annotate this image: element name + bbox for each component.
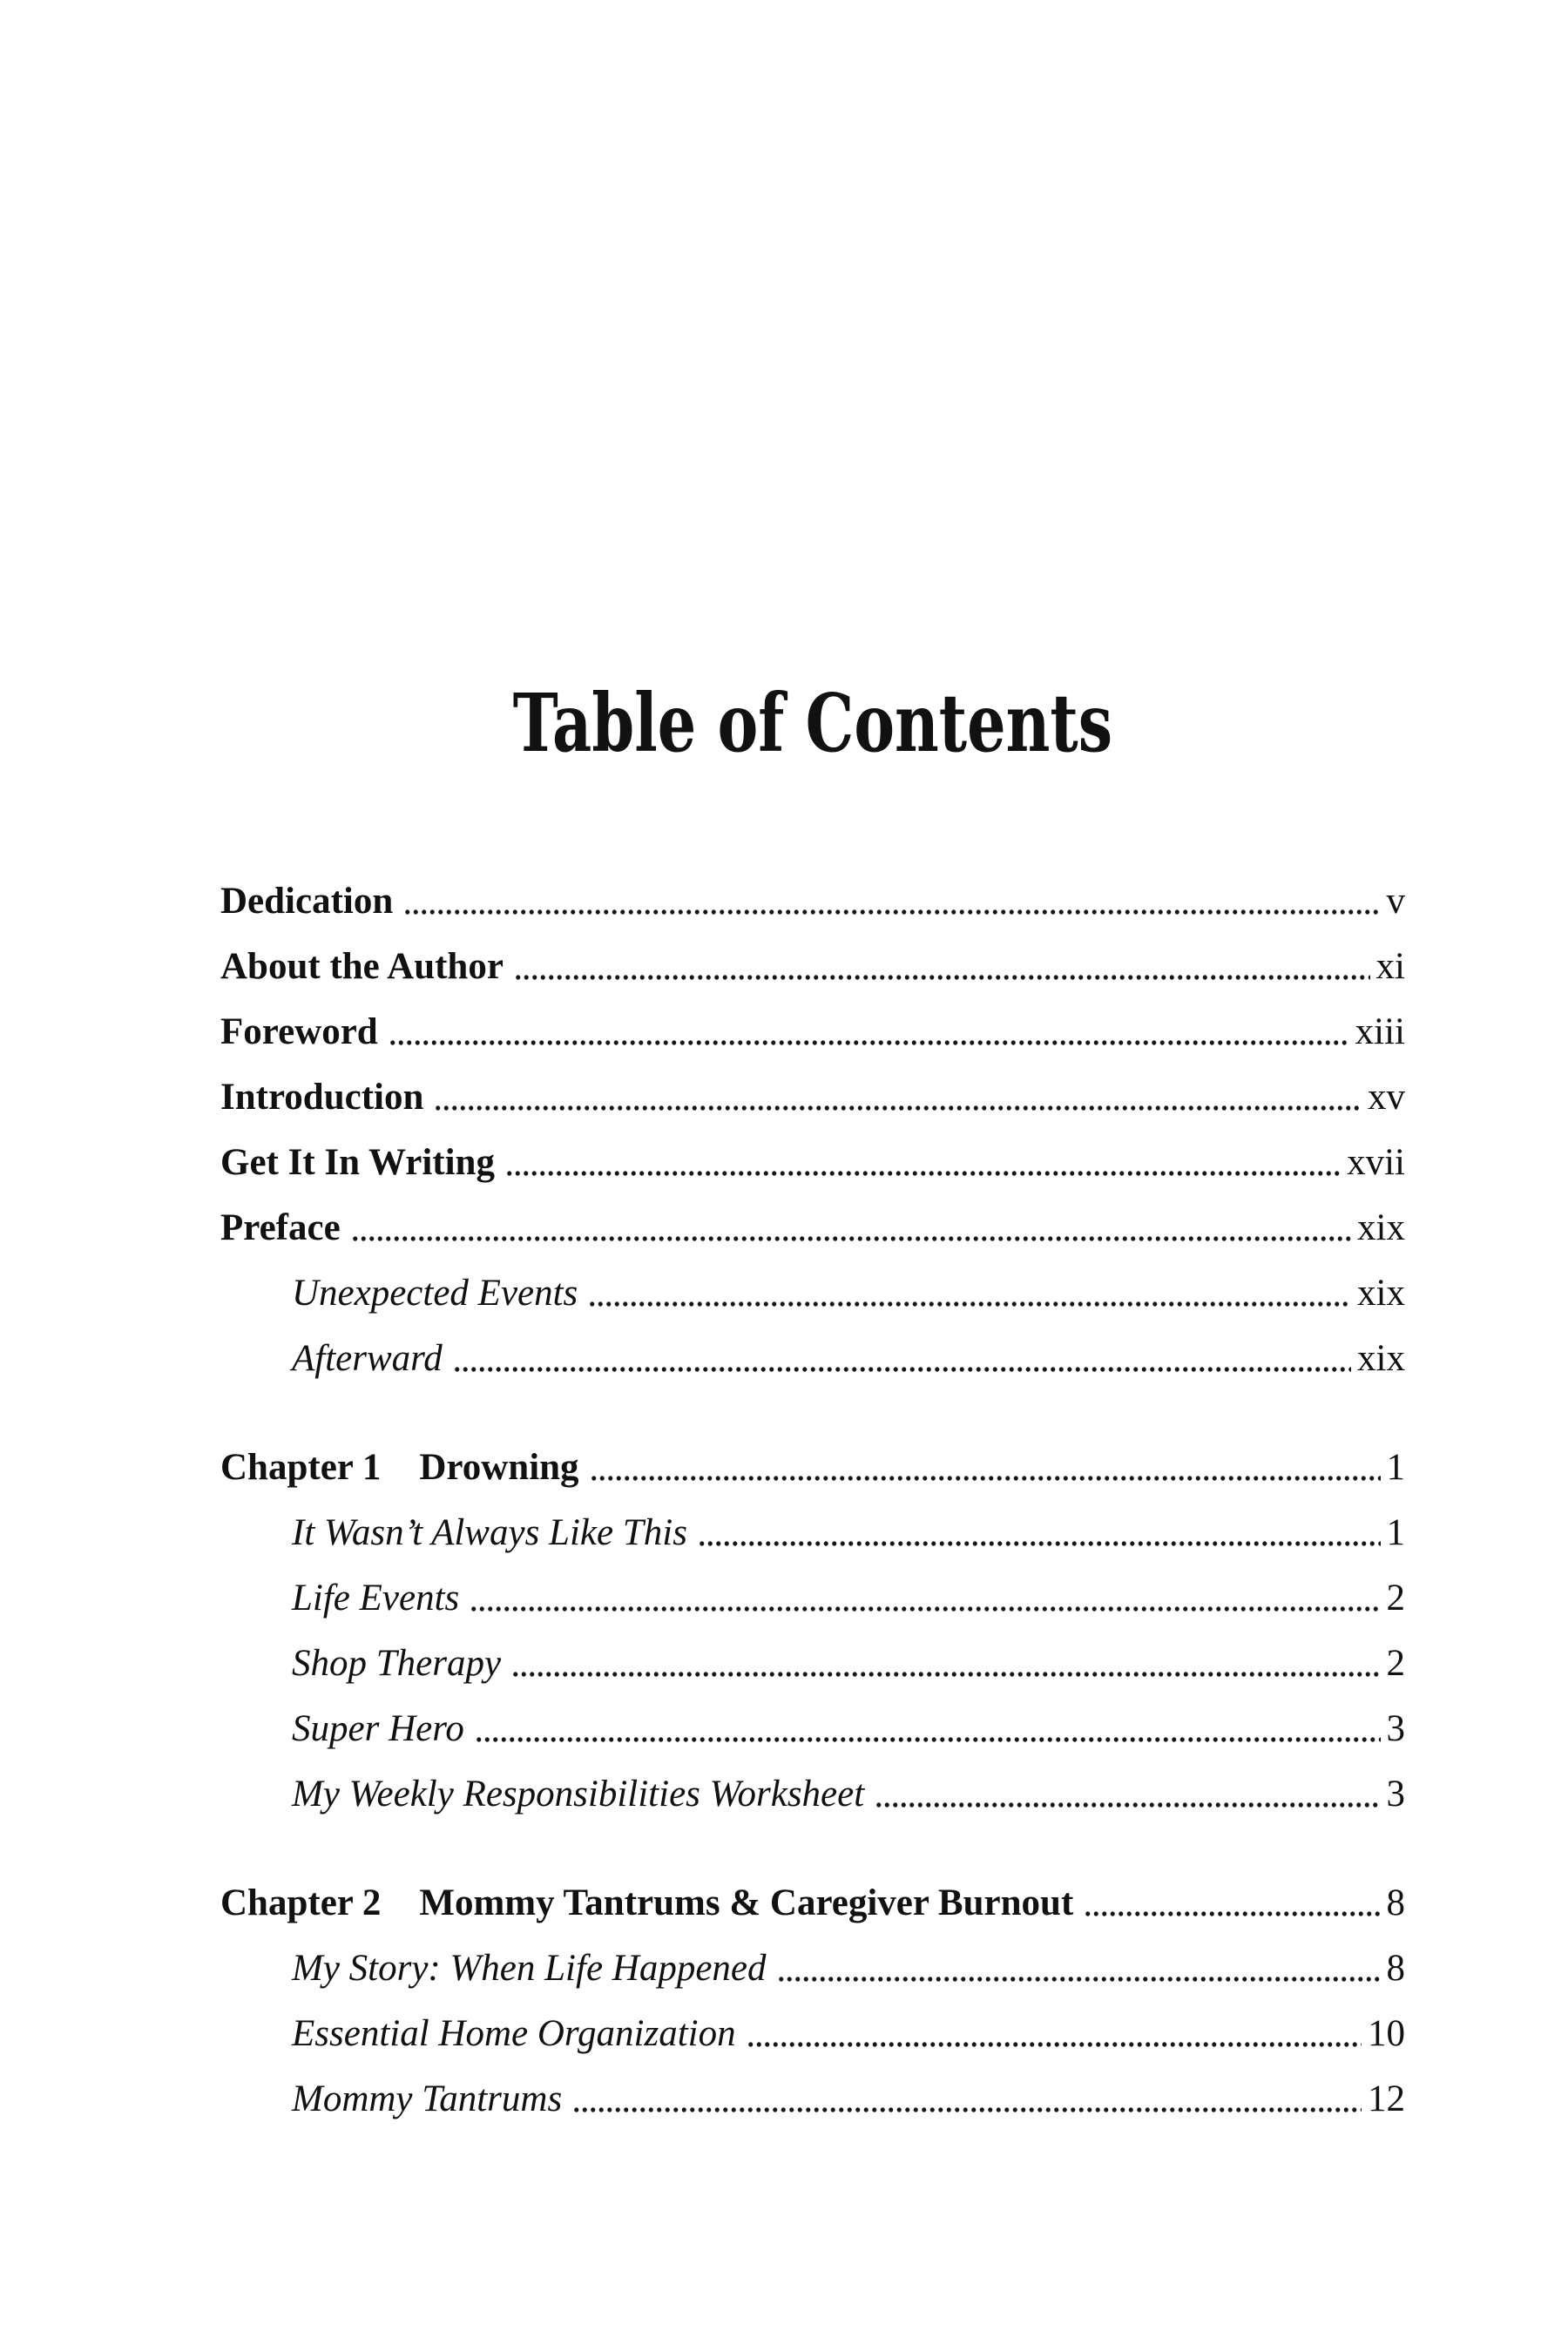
toc-entry-page: xvii (1347, 1141, 1405, 1183)
toc-entry-page: xix (1357, 1337, 1405, 1379)
toc-entry-label: Essential Home Organization (292, 2012, 736, 2054)
toc-entry-label: Foreword (220, 1010, 378, 1052)
toc-entry-page: 2 (1386, 1642, 1405, 1684)
toc-entry-label: My Story: When Life Happened (292, 1947, 767, 1989)
toc-entry (220, 868, 1405, 934)
toc-entry (220, 934, 1405, 999)
toc-entry (220, 999, 1405, 1064)
toc-entry-page: 3 (1386, 1773, 1405, 1815)
title-wrap (218, 0, 1408, 770)
chapter-number: Chapter 1 (220, 1446, 382, 1488)
toc-entry (220, 1064, 1405, 1130)
toc-entry-label: Life Events (292, 1577, 460, 1619)
toc-entry-page: 8 (1386, 1947, 1405, 1989)
toc-entry-label: Super Hero (292, 1707, 464, 1749)
toc-entry-page: xi (1375, 945, 1405, 987)
toc-section-chapter-2 (220, 1870, 1405, 2132)
toc-entry-label: Mommy Tantrums (292, 2078, 563, 2119)
toc-entry-label: Unexpected Events (292, 1272, 578, 1314)
toc-entry-page: 12 (1368, 2078, 1405, 2119)
toc-entry-label: Preface (220, 1206, 341, 1248)
toc-entry-label: Get It In Writing (220, 1141, 495, 1183)
toc-entry-page: 3 (1386, 1707, 1405, 1749)
toc-entry (220, 1435, 1405, 1500)
toc-entry (220, 1195, 1405, 1260)
dot-leader (777, 1936, 1381, 2001)
toc-entry-page: 1 (1386, 1446, 1405, 1488)
dot-leader (470, 1565, 1380, 1631)
dot-leader (453, 1326, 1351, 1391)
toc-entry-label: Introduction (220, 1076, 424, 1118)
toc-entry-label: Drowning (419, 1446, 579, 1488)
dot-leader (747, 2001, 1362, 2066)
toc-entry (220, 1500, 1405, 1565)
dot-leader (434, 1064, 1362, 1130)
toc-entry-label: My Weekly Responsibilities Worksheet (292, 1773, 865, 1815)
toc-entry-page: v (1386, 880, 1405, 922)
toc-entry-page: 1 (1386, 1511, 1405, 1553)
toc-entry-page: xix (1357, 1272, 1405, 1314)
toc-entry (220, 2066, 1405, 2132)
dot-leader (389, 999, 1349, 1064)
toc-entry-page: 8 (1386, 1882, 1405, 1923)
dot-leader (505, 1130, 1341, 1195)
dot-leader (590, 1435, 1381, 1500)
toc-entry-page: xix (1357, 1206, 1405, 1248)
toc-entry-page: xv (1368, 1076, 1405, 1118)
dot-leader (1084, 1870, 1380, 1936)
toc-entry-label: Dedication (220, 880, 394, 922)
toc (220, 868, 1405, 2132)
page-title: Table of Contents (512, 676, 1113, 770)
toc-entry (220, 1631, 1405, 1696)
chapter-number: Chapter 2 (220, 1882, 382, 1923)
toc-section-front-matter (220, 868, 1405, 1391)
toc-entry (220, 1326, 1405, 1391)
toc-entry (220, 1260, 1405, 1326)
toc-entry-label: About the Author (220, 945, 504, 987)
toc-entry-page: 10 (1368, 2012, 1405, 2054)
dot-leader (588, 1260, 1351, 1326)
dot-leader (875, 1761, 1380, 1827)
toc-entry (220, 1696, 1405, 1761)
toc-entry (220, 1565, 1405, 1631)
toc-entry-page: 2 (1386, 1577, 1405, 1619)
dot-leader (511, 1631, 1380, 1696)
toc-entry (220, 1761, 1405, 1827)
dot-leader (475, 1696, 1381, 1761)
toc-entry (220, 1870, 1405, 1936)
toc-entry-label: Mommy Tantrums & Caregiver Burnout (419, 1882, 1074, 1923)
toc-entry (220, 1936, 1405, 2001)
toc-entry-label: Shop Therapy (292, 1642, 502, 1684)
toc-entry (220, 2001, 1405, 2066)
dot-leader (572, 2066, 1362, 2132)
dot-leader (351, 1195, 1351, 1260)
toc-section-chapter-1 (220, 1435, 1405, 1827)
dot-leader (403, 868, 1380, 934)
toc-entry-label: Afterward (292, 1337, 443, 1379)
toc-entry-page: xiii (1355, 1010, 1405, 1052)
toc-entry-label: It Wasn’t Always Like This (292, 1511, 687, 1553)
dot-leader (514, 934, 1370, 999)
dot-leader (698, 1500, 1381, 1565)
toc-entry (220, 1130, 1405, 1195)
